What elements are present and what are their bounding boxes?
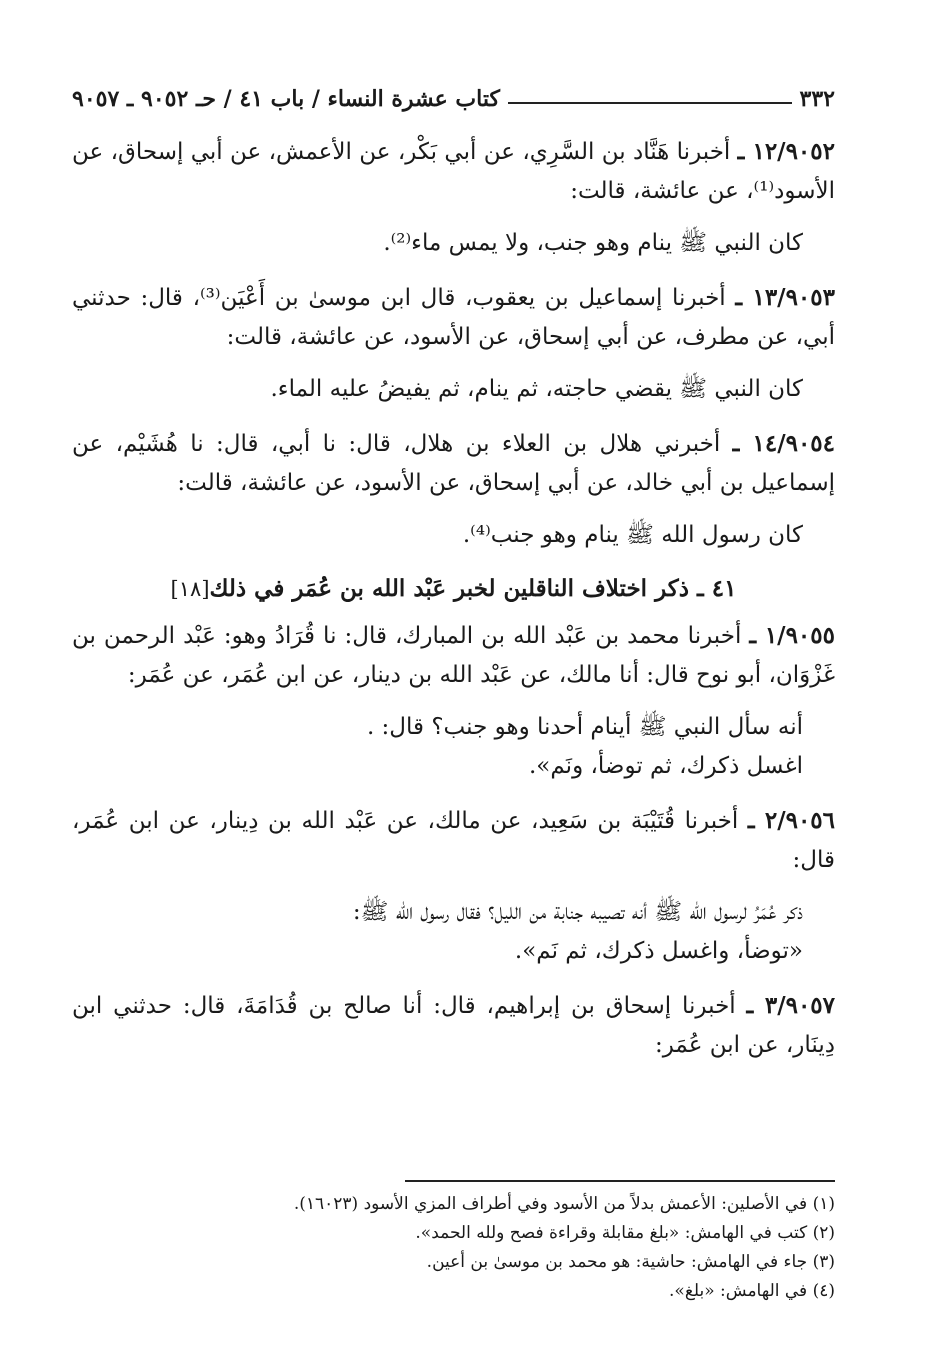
matn-line: كان النبي ﷺ ينام وهو جنب، ولا يمس ماء⁽²⁾. — [383, 230, 803, 256]
hadith-number: ١٢/٩٠٥٢ ـ — [737, 138, 835, 165]
footnote-divider — [405, 1180, 835, 1182]
header-rule — [508, 102, 792, 104]
hadith-matn — [72, 708, 835, 786]
hadith-9052 — [72, 132, 835, 211]
matn-line: كان النبي ﷺ يقضي حاجته، ثم ينام، ثم يفيضُ عليه الماء. — [270, 376, 803, 402]
page-number: ٣٣٢ — [799, 86, 835, 112]
hadith-9057 — [72, 986, 835, 1065]
hadith-matn — [72, 516, 835, 555]
section-title: ٤١ ـ ذكر اختلاف الناقلين لخبر عَبْد الله بن عُمَر في ذلك — [209, 575, 737, 602]
matn-line: ذكر عُمَرُ لرسول الله ﷺ أنه تصيبه جنابة من الليل؟ فقال رسول الله ﷺ: — [352, 899, 803, 925]
matn-line: «توضأ، واغسل ذكرك، ثم نَم». — [514, 938, 803, 964]
hadith-9056 — [72, 801, 835, 880]
matn-line: أنه سأل النبي ﷺ أينام أحدنا وهو جنب؟ قال: . — [366, 714, 803, 740]
hadith-number: ٢/٩٠٥٦ ـ — [747, 807, 836, 834]
hadith-matn — [72, 224, 835, 263]
hadith-number: ١٣/٩٠٥٣ ـ — [735, 284, 835, 311]
hadith-chain: أخبرنا إسماعيل بن يعقوب، قال ابن موسىٰ بن أَعْيَن⁽³⁾، قال: حدثني أبي، عن مطرف، عن أبي إسحاق، عن الأسود، عن عائشة، قالت: — [72, 285, 835, 350]
hadith-chain: أخبرنا محمد بن عَبْد الله بن المبارك، قال: نا قُرَادُ وهو: عَبْد الرحمن بن غَزْوَان، أبو نوح قال: أنا مالك، عن عَبْد الله بن دينار، عن ابن عُمَر، عن عُمَر: — [72, 623, 835, 688]
hadith-9054 — [72, 424, 835, 503]
hadith-9055 — [72, 616, 835, 695]
footnote-4: (٤) في الهامش: «بلغ». — [669, 1281, 835, 1301]
running-header — [72, 72, 835, 112]
footnote-1: (١) في الأصلين: الأعمش بدلاً من الأسود وفي أطراف المزي الأسود (١٦٠٢٣). — [293, 1194, 835, 1214]
hadith-9053 — [72, 278, 835, 357]
hadith-chain: أخبرنا إسحاق بن إبراهيم، قال: أنا صالح بن قُدَامَةَ، قال: حدثني ابن دِينَار، عن ابن عُمَر: — [72, 993, 835, 1058]
hadith-chain: أخبرني هلال بن العلاء بن هلال، قال: نا أبي، قال: نا هُشَيْم، عن إسماعيل بن أبي خالد، عن أبي إسحاق، عن الأسود، عن عائشة، قالت: — [72, 431, 835, 496]
page-body — [72, 132, 835, 1078]
footnote-2: (٢) كتب في الهامش: «بلغ مقابلة وقراءة فصح ولله الحمد». — [415, 1223, 835, 1243]
footnote-3: (٣) جاء في الهامش: حاشية: هو محمد بن موسىٰ بن أعين. — [426, 1252, 835, 1272]
hadith-chain: أخبرنا قُتَيْبَة بن سَعِيد، عن مالك، عن عَبْد الله بن دِينار، عن ابن عُمَر، قال: — [72, 808, 835, 873]
hadith-number: ١٤/٩٠٥٤ ـ — [732, 430, 836, 457]
running-title: كتاب عشرة النساء / باب ٤١ / حـ ٩٠٥٢ ـ ٩٠٥٧ — [72, 86, 500, 112]
hadith-number: ٣/٩٠٥٧ ـ — [746, 992, 836, 1019]
hadith-chain: أخبرنا هَنَّاد بن السَّرِي، عن أبي بَكْر، عن الأعمش، عن أبي إسحاق، عن الأسود⁽¹⁾، عن عائشة، قالت: — [72, 139, 835, 204]
hadith-matn — [72, 893, 835, 971]
matn-line: اغسل ذكرك، ثم توضأ، ونَم». — [528, 753, 803, 779]
hadith-number: ١/٩٠٥٥ ـ — [749, 622, 835, 649]
hadith-matn — [72, 370, 835, 409]
section-heading — [72, 570, 835, 608]
matn-line: كان رسول الله ﷺ ينام وهو جنب⁽⁴⁾. — [462, 522, 803, 548]
footnotes — [72, 1190, 835, 1306]
section-ref: [١٨] — [170, 577, 210, 601]
